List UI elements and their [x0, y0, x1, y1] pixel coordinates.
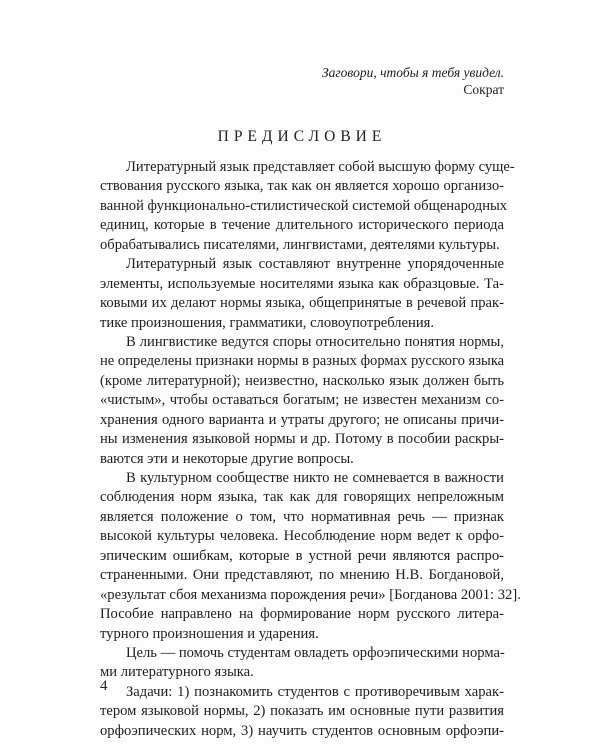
text-line: Пособие направлено на формирование норм русского литера- — [100, 606, 504, 623]
text-line: орфоэпических норм, 3) научить студентов основным орфоэпи- — [100, 722, 504, 739]
text-line: Литературный язык составляют внутренне упорядоченные — [126, 256, 504, 273]
text-line: единиц, которые в течение длительного исторического периода — [100, 217, 504, 234]
text-line: соблюдения норм языка, так как для говорящих непреложным — [100, 489, 504, 506]
text-line: (кроме литературной); неизвестно, насколько язык должен быть — [100, 372, 504, 389]
text-line: ствования русского языка, так как он является хорошо организо- — [100, 178, 504, 195]
text-line: Цель — помочь студентам овладеть орфоэпическими норма- — [126, 644, 505, 661]
text-line: ми литературного языка. — [100, 664, 254, 681]
text-line: Задачи: 1) познакомить студентов с противоречивым харак- — [126, 683, 504, 700]
epigraph-quote: Заговори, чтобы я тебя увидел. — [321, 65, 504, 80]
text-line: ковыми их делают нормы языка, общепринятые в речевой прак- — [100, 295, 504, 312]
page-title: ПРЕДИСЛОВИЕ — [217, 128, 387, 145]
text-line: Литературный язык представляет собой высшую форму суще- — [126, 159, 515, 175]
text-line: «результат сбоя механизма порождения речи» [Богданова 2001: 32]. — [100, 586, 521, 603]
text-line: В культурном сообществе никто не сомневается в важности — [126, 470, 504, 486]
text-line: не определены признаки нормы в разных формах русского языка — [100, 353, 505, 370]
body-text — [100, 158, 521, 741]
text-line: страненными. Они представляют, по мнению Н.В. Богдановой, — [100, 567, 504, 584]
text-line: тике произношения, грамматики, словоупотребления. — [100, 314, 435, 331]
text-line: тером языковой нормы, 2) показать им основные пути развития — [100, 703, 504, 720]
text-line: элементы, используемые носителями языка как образцовые. Та- — [100, 275, 504, 292]
epigraph-author: Сократ — [463, 82, 504, 97]
text-line: обрабатывались писателями, лингвистами, деятелями культуры. — [100, 236, 500, 253]
text-line: хранения одного варианта и утраты другого; не описаны причи- — [100, 411, 504, 428]
text-line: является положение о том, что нормативная речь — признак — [100, 508, 504, 525]
text-line: ваются эти и некоторые другие вопросы. — [100, 450, 354, 467]
epigraph — [322, 64, 504, 98]
text-line: эпическим ошибкам, которые в устной речи являются распро- — [100, 547, 504, 564]
text-line: ны изменения языковой нормы и др. Потому в пособии раскры- — [100, 431, 504, 448]
text-line: «чистым», чтобы оставаться богатым; не известен механизм со- — [100, 392, 504, 409]
page-number: 4 — [100, 678, 108, 694]
text-line: турного произношения и ударения. — [100, 625, 319, 642]
text-line: ванной функционально-стилистической системой общенародных — [100, 197, 508, 214]
text-line: высокой культуры человека. Несоблюдение норм ведет к орфо- — [100, 528, 504, 545]
text-line: В лингвистике ведутся споры относительно понятия нормы, — [126, 333, 504, 350]
